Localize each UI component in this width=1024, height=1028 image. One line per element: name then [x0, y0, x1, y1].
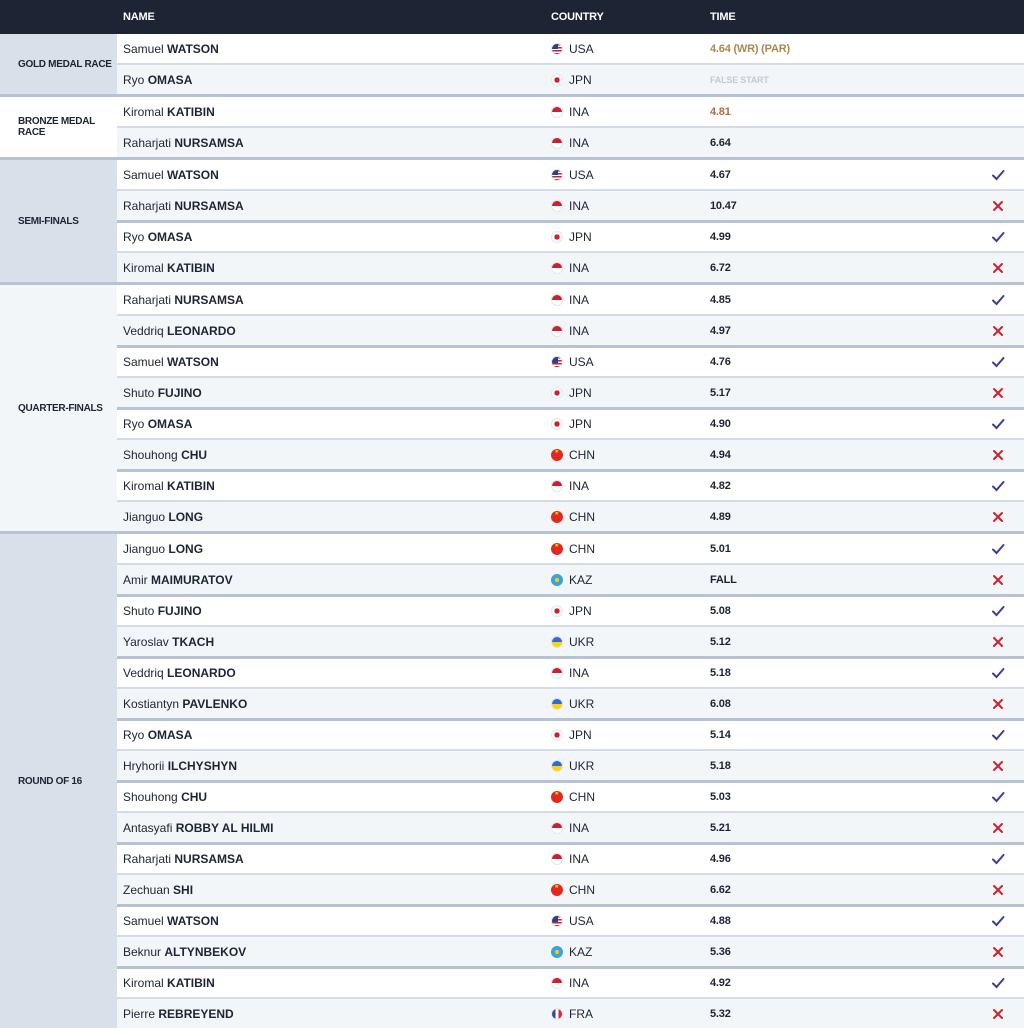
table-row[interactable] [117, 687, 1024, 718]
race-time: 4.89 [710, 510, 731, 523]
race-time: 5.18 [710, 667, 731, 679]
ina-flag-icon [551, 480, 563, 492]
table-row[interactable] [117, 160, 1024, 189]
athlete-name [123, 790, 207, 804]
country-code: JPN [569, 230, 592, 244]
athlete-first-name: Shuto [123, 604, 155, 618]
country-code: INA [569, 135, 590, 150]
chn-flag-icon [551, 511, 563, 523]
athlete-first-name: Samuel [123, 41, 164, 56]
country-code: INA [569, 104, 590, 119]
check-icon [991, 852, 1005, 866]
table-row[interactable] [117, 842, 1024, 873]
round-rows [117, 34, 1024, 94]
country-code: KAZ [569, 572, 593, 587]
athlete-name [123, 136, 244, 150]
cross-icon [991, 1007, 1005, 1021]
table-row[interactable] [117, 656, 1024, 687]
athlete-first-name: Kiromal [123, 976, 164, 990]
ina-flag-icon [551, 853, 563, 865]
ina-flag-icon [551, 200, 563, 212]
athlete-last-name: WATSON [167, 167, 219, 182]
round-group [0, 97, 1024, 160]
athlete-first-name: Jianguo [123, 541, 166, 556]
race-time: 4.67 [710, 168, 731, 181]
athlete-last-name: MAIMURATOV [151, 572, 233, 587]
athlete-name [123, 976, 215, 990]
athlete-first-name: Hryhorii [123, 758, 165, 773]
country-code: INA [569, 323, 590, 338]
check-icon [991, 293, 1005, 307]
country-code: USA [569, 914, 594, 928]
race-time: 4.97 [710, 324, 731, 337]
check-icon [991, 355, 1005, 369]
jpn-flag-icon [551, 387, 563, 399]
athlete-last-name: FUJINO [157, 385, 202, 400]
athlete-name [123, 883, 193, 897]
table-row[interactable] [117, 780, 1024, 811]
chn-flag-icon [551, 449, 563, 461]
table-row[interactable] [117, 811, 1024, 842]
athlete-first-name: Kiromal [123, 479, 164, 493]
athlete-last-name: WATSON [167, 355, 219, 369]
cross-icon [991, 386, 1005, 400]
athlete-name [123, 666, 236, 680]
country-code: INA [569, 260, 590, 275]
race-time: 5.21 [710, 821, 731, 834]
athlete-first-name: Shuto [123, 385, 155, 400]
country-code: CHN [569, 509, 595, 524]
check-icon [991, 417, 1005, 431]
ukr-flag-icon [551, 698, 563, 710]
ukr-flag-icon [551, 760, 563, 772]
table-row[interactable] [117, 966, 1024, 997]
athlete-first-name: Samuel [123, 167, 164, 182]
athlete-name [123, 199, 244, 213]
athlete-name [123, 542, 203, 556]
country-code: USA [569, 41, 594, 56]
table-row[interactable] [117, 251, 1024, 282]
athlete-last-name: LEONARDO [167, 666, 236, 680]
round-rows [117, 285, 1024, 531]
cross-icon [991, 448, 1005, 462]
table-row[interactable] [117, 407, 1024, 438]
table-row[interactable] [117, 534, 1024, 563]
kaz-flag-icon [551, 946, 563, 958]
country-code: USA [569, 167, 594, 182]
race-time: 4.88 [710, 915, 731, 927]
athlete-first-name: Zechuan [123, 882, 170, 897]
jpn-flag-icon [551, 231, 563, 243]
athlete-first-name: Kiromal [123, 104, 164, 119]
table-row[interactable] [117, 126, 1024, 157]
table-row[interactable] [117, 220, 1024, 251]
athlete-last-name: NURSAMSA [174, 292, 244, 307]
athlete-first-name: Ryo [123, 728, 145, 742]
athlete-name [123, 448, 207, 462]
country-code: USA [569, 355, 594, 369]
athlete-last-name: REBREYEND [158, 1006, 234, 1021]
athlete-last-name: ROBBY AL HILMI [175, 820, 274, 835]
race-time: FALSE START [710, 74, 769, 85]
table-row[interactable] [117, 345, 1024, 376]
country-code: INA [569, 820, 590, 835]
athlete-last-name: KATIBIN [167, 260, 215, 275]
round-group [0, 285, 1024, 534]
chn-flag-icon [551, 543, 563, 555]
cross-icon [991, 697, 1005, 711]
table-row[interactable] [117, 718, 1024, 749]
race-time: 4.96 [710, 853, 731, 865]
table-row[interactable] [117, 63, 1024, 94]
table-row[interactable] [117, 97, 1024, 126]
athlete-last-name: ALTYNBEKOV [164, 944, 247, 959]
country-code: INA [569, 976, 590, 990]
athlete-name [123, 386, 202, 400]
race-time: 4.99 [710, 231, 731, 243]
race-time: FALL [710, 573, 737, 586]
cross-icon [991, 261, 1005, 275]
table-row[interactable] [117, 314, 1024, 345]
athlete-last-name: PAVLENKO [182, 696, 248, 711]
table-row[interactable] [117, 500, 1024, 531]
country-code: JPN [569, 604, 592, 618]
race-time: 4.85 [710, 293, 731, 306]
athlete-first-name: Raharjati [123, 198, 172, 213]
athlete-last-name: OMASA [147, 728, 193, 742]
athlete-first-name: Ryo [123, 72, 145, 87]
athlete-last-name: FUJINO [157, 604, 202, 618]
race-time: 5.14 [710, 729, 731, 741]
country-code: INA [569, 292, 590, 307]
athlete-last-name: CHU [181, 447, 208, 462]
table-row[interactable] [117, 285, 1024, 314]
race-time: 5.36 [710, 945, 731, 958]
country-code: JPN [569, 72, 592, 87]
athlete-first-name: Beknur [123, 944, 162, 959]
cross-icon [991, 945, 1005, 959]
athlete-first-name: Raharjati [123, 135, 172, 150]
round-group [0, 34, 1024, 97]
table-row[interactable] [117, 904, 1024, 935]
athlete-last-name: SHI [173, 882, 194, 897]
ina-flag-icon [551, 822, 563, 834]
athlete-first-name: Veddriq [123, 666, 164, 680]
athlete-name [123, 168, 219, 182]
athlete-last-name: KATIBIN [167, 976, 215, 990]
table-row[interactable] [117, 469, 1024, 500]
race-time: 4.81 [710, 105, 731, 118]
check-icon [991, 790, 1005, 804]
athlete-name [123, 821, 273, 835]
usa-flag-icon [551, 169, 563, 181]
cross-icon [991, 510, 1005, 524]
table-row[interactable] [117, 749, 1024, 780]
check-icon [991, 542, 1005, 556]
athlete-last-name: LEONARDO [167, 323, 236, 338]
athlete-name [123, 417, 192, 431]
ina-flag-icon [551, 106, 563, 118]
athlete-last-name: ILCHYSHYN [167, 758, 238, 773]
ukr-flag-icon [551, 636, 563, 648]
athlete-last-name: WATSON [167, 914, 219, 928]
race-time: 6.72 [710, 261, 731, 274]
table-row[interactable] [117, 189, 1024, 220]
athlete-name [123, 230, 192, 244]
ina-flag-icon [551, 325, 563, 337]
chn-flag-icon [551, 791, 563, 803]
round-label: GOLD MEDAL RACE [0, 34, 117, 94]
jpn-flag-icon [551, 418, 563, 430]
usa-flag-icon [551, 356, 563, 368]
country-code: CHN [569, 541, 595, 556]
jpn-flag-icon [551, 74, 563, 86]
race-time: 5.03 [710, 791, 731, 803]
country-code: INA [569, 666, 590, 680]
athlete-last-name: LONG [168, 541, 204, 556]
round-group [0, 160, 1024, 285]
fra-flag-icon [551, 1008, 563, 1020]
cross-icon [991, 635, 1005, 649]
athlete-first-name: Antasyafi [123, 820, 173, 835]
athlete-name [123, 635, 214, 649]
round-group [0, 534, 1024, 1028]
ina-flag-icon [551, 977, 563, 989]
round-label: QUARTER-FINALS [0, 285, 117, 531]
athlete-first-name: Ryo [123, 417, 145, 431]
round-label: BRONZE MEDAL RACE [0, 97, 117, 157]
athlete-first-name: Pierre [123, 1006, 156, 1021]
usa-flag-icon [551, 915, 563, 927]
table-row[interactable] [117, 594, 1024, 625]
athlete-first-name: Veddriq [123, 323, 164, 338]
country-code: INA [569, 479, 590, 493]
country-code: UKR [569, 634, 595, 649]
kaz-flag-icon [551, 574, 563, 586]
table-row[interactable] [117, 376, 1024, 407]
round-rows [117, 97, 1024, 157]
athlete-name [123, 510, 203, 524]
athlete-name [123, 355, 219, 369]
athlete-last-name: NURSAMSA [174, 852, 244, 866]
jpn-flag-icon [551, 729, 563, 741]
country-code: CHN [569, 882, 595, 897]
athlete-name [123, 324, 236, 338]
country-code: UKR [569, 758, 595, 773]
table-header [0, 0, 1024, 34]
table-row[interactable] [117, 34, 1024, 63]
athlete-last-name: KATIBIN [167, 104, 215, 119]
country-code: INA [569, 852, 590, 866]
cross-icon [991, 324, 1005, 338]
race-time: 4.94 [710, 448, 731, 461]
round-rows [117, 534, 1024, 1028]
check-icon [991, 728, 1005, 742]
athlete-name [123, 479, 215, 493]
country-code: CHN [569, 447, 595, 462]
athlete-last-name: OMASA [147, 72, 193, 87]
athlete-name [123, 573, 233, 587]
race-time: 5.08 [710, 605, 731, 617]
cross-icon [991, 759, 1005, 773]
header-country: COUNTRY [551, 11, 604, 23]
country-code: KAZ [569, 944, 593, 959]
athlete-first-name: Shouhong [123, 447, 178, 462]
race-time: 6.08 [710, 697, 731, 710]
table-row[interactable] [117, 563, 1024, 594]
athlete-name [123, 728, 192, 742]
athlete-first-name: Raharjati [123, 292, 172, 307]
athlete-last-name: TKACH [172, 634, 215, 649]
athlete-last-name: WATSON [167, 41, 219, 56]
athlete-last-name: CHU [181, 790, 208, 804]
athlete-first-name: Kiromal [123, 260, 164, 275]
check-icon [991, 976, 1005, 990]
check-icon [991, 914, 1005, 928]
athlete-last-name: OMASA [147, 230, 193, 244]
header-time: TIME [710, 11, 736, 23]
country-code: UKR [569, 696, 595, 711]
round-label: SEMI-FINALS [0, 160, 117, 282]
cross-icon [991, 573, 1005, 587]
athlete-last-name: NURSAMSA [174, 135, 244, 150]
country-code: JPN [569, 728, 592, 742]
athlete-name [123, 852, 244, 866]
race-time: 6.64 [710, 136, 731, 149]
athlete-name [123, 73, 192, 87]
check-icon [991, 230, 1005, 244]
table-row[interactable] [117, 997, 1024, 1028]
ina-flag-icon [551, 262, 563, 274]
round-rows [117, 160, 1024, 282]
table-row[interactable] [117, 935, 1024, 966]
athlete-name [123, 914, 219, 928]
country-code: JPN [569, 385, 592, 400]
ina-flag-icon [551, 137, 563, 149]
jpn-flag-icon [551, 605, 563, 617]
athlete-last-name: NURSAMSA [174, 198, 244, 213]
cross-icon [991, 821, 1005, 835]
athlete-name [123, 697, 247, 711]
country-code: JPN [569, 417, 592, 431]
athlete-last-name: KATIBIN [167, 479, 215, 493]
athlete-first-name: Kostiantyn [123, 696, 180, 711]
check-icon [991, 666, 1005, 680]
athlete-name [123, 945, 246, 959]
race-time: 6.62 [710, 883, 731, 896]
table-row[interactable] [117, 625, 1024, 656]
race-time: 5.32 [710, 1007, 731, 1020]
check-icon [991, 604, 1005, 618]
athlete-first-name: Samuel [123, 914, 164, 928]
race-time: 10.47 [710, 199, 737, 212]
athlete-name [123, 42, 219, 56]
table-row[interactable] [117, 873, 1024, 904]
athlete-name [123, 1007, 234, 1021]
athlete-last-name: LONG [168, 509, 204, 524]
athlete-first-name: Yaroslav [123, 634, 169, 649]
athlete-last-name: OMASA [147, 417, 193, 431]
athlete-name [123, 759, 237, 773]
race-time: 4.76 [710, 356, 731, 368]
athlete-first-name: Jianguo [123, 509, 166, 524]
cross-icon [991, 199, 1005, 213]
table-body [0, 34, 1024, 1028]
race-time: 4.90 [710, 418, 731, 430]
athlete-first-name: Ryo [123, 230, 145, 244]
athlete-first-name: Raharjati [123, 852, 172, 866]
athlete-first-name: Shouhong [123, 790, 178, 804]
ina-flag-icon [551, 667, 563, 679]
athlete-name [123, 604, 202, 618]
country-code: INA [569, 198, 590, 213]
race-time: 4.82 [710, 480, 731, 492]
athlete-name [123, 261, 215, 275]
header-name: NAME [123, 11, 155, 23]
athlete-name [123, 293, 244, 307]
country-code: FRA [569, 1006, 593, 1021]
race-time: 5.12 [710, 635, 731, 648]
check-icon [991, 168, 1005, 182]
cross-icon [991, 883, 1005, 897]
athlete-name [123, 105, 215, 119]
race-time: 5.17 [710, 386, 731, 399]
race-time: 4.64 (WR) (PAR) [710, 42, 790, 55]
race-time: 5.18 [710, 759, 731, 772]
race-time: 5.01 [710, 542, 731, 555]
ina-flag-icon [551, 294, 563, 306]
usa-flag-icon [551, 43, 563, 55]
athlete-first-name: Amir [123, 572, 148, 587]
chn-flag-icon [551, 884, 563, 896]
round-label: ROUND OF 16 [0, 534, 117, 1028]
country-code: CHN [569, 790, 595, 804]
check-icon [991, 479, 1005, 493]
race-time: 4.92 [710, 977, 731, 989]
athlete-first-name: Samuel [123, 355, 164, 369]
table-row[interactable] [117, 438, 1024, 469]
